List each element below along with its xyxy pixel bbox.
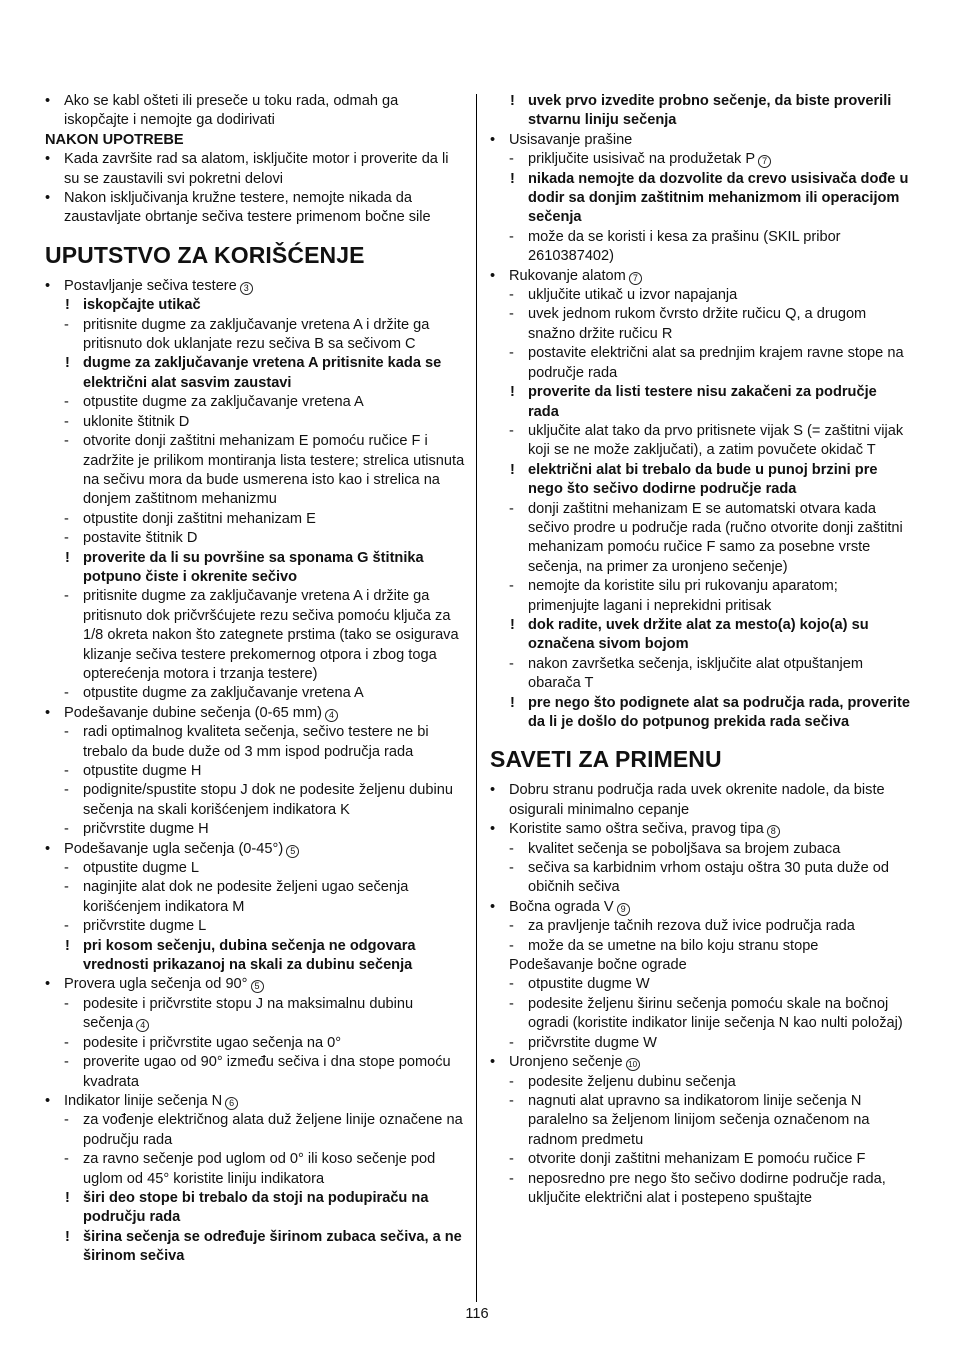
bullet-icon: •	[45, 93, 51, 109]
dash-icon: -	[509, 500, 514, 517]
bullet-icon: •	[490, 782, 496, 799]
bullet-icon: •	[45, 704, 51, 721]
item-text: Uronjeno sečenje	[509, 1054, 623, 1071]
dash-icon: -	[509, 422, 514, 439]
item-text: uključite alat tako da prvo pritisnete vijak S (= zaštitni vijak koji se ne može zaključati), a zatim povučete okidač T	[528, 422, 904, 459]
exclamation-icon: !	[510, 384, 515, 401]
item-text: podesite željenu širinu sečenja pomoću skale na bočnoj ogradi (koristite indikator linije sečenja N kao nulti položaj)	[528, 995, 903, 1032]
exclamation-icon: !	[510, 616, 515, 633]
dash-icon: -	[64, 685, 69, 702]
dash-item	[45, 684, 467, 703]
exclamation-icon: !	[65, 355, 70, 372]
item-text: Rukovanje alatom	[509, 267, 626, 284]
bullet-icon: •	[45, 1092, 51, 1109]
dash-item	[490, 937, 910, 956]
item-text: Kada završite rad sa alatom, isključite motor i proverite da li su se zaustavili svi pokretni delovi	[64, 151, 449, 187]
dash-icon: -	[64, 1151, 69, 1168]
item-text: širina sečenja se određuje širinom zubaca sečiva, a ne širinom sečiva	[83, 1228, 462, 1265]
item-text: dugme za zaključavanje vretena A pritisnite kada se električni alat sasvim zaustavi	[83, 355, 442, 391]
dash-item	[490, 975, 910, 994]
dash-icon: -	[509, 1073, 514, 1090]
warning-item	[490, 694, 910, 733]
item-text: Bočna ograda V	[509, 898, 614, 915]
item-text: NAKON UPOTREBE	[45, 131, 184, 148]
warning-item	[490, 92, 910, 131]
item-text: proverite ugao od 90° između sečiva i dna stope pomoću kvadrata	[83, 1054, 451, 1090]
item-text: podesite i pričvrstite ugao sečenja na 0°	[83, 1034, 342, 1051]
item-text: uvek prvo izvedite probno sečenje, da biste proverili stvarnu liniju sečenja	[528, 93, 892, 129]
item-text: može da se koristi i kesa za prašinu (SKIL pribor 2610387402)	[528, 228, 841, 265]
section-heading: UPUTSTVO ZA KORIŠĆENJE	[45, 241, 365, 268]
dash-item	[45, 413, 467, 432]
dash-item	[490, 840, 910, 859]
dash-icon: -	[64, 918, 69, 935]
dash-item	[490, 150, 910, 169]
item-text: postavite štitnik D	[83, 530, 198, 547]
item-text: otpustite dugme W	[528, 976, 650, 993]
figure-ref-icon: 8	[767, 825, 780, 838]
dash-icon: -	[64, 394, 69, 411]
dash-icon: -	[509, 1092, 514, 1109]
item-text: pričvrstite dugme L	[83, 918, 207, 935]
dash-item	[490, 500, 910, 578]
item-text: priključite usisivač na produžetak P	[528, 151, 756, 168]
figure-ref-icon: 5	[286, 845, 299, 858]
bullet-icon: •	[490, 267, 496, 284]
figure-ref-icon: 10	[626, 1058, 640, 1071]
bullet-icon: •	[490, 821, 496, 838]
bullet-icon: •	[45, 976, 51, 993]
dash-icon: -	[64, 879, 69, 896]
item-text: pritisnite dugme za zaključavanje vretena A i držite ga pritisnuto dok pričvršćujete rezu sečiva pomoću ključa za 1/8 okreta nakon što zategnete prstima (tako se osigurava klizanje sečiva testere prekomernog otpora i zbog toga opterećenja motora i trzanja testere)	[83, 588, 459, 682]
item-text: Koristite samo oštra sečiva, pravog tipa	[509, 821, 764, 838]
figure-ref-icon: 7	[629, 272, 642, 285]
item-text: pričvrstite dugme H	[83, 821, 209, 838]
dash-icon: -	[509, 1170, 514, 1187]
item-text: otvorite donji zaštitni mehanizam E pomoću ručice F i zadržite je prilikom montiranja lista testere; strelica utisnuta na sečivu mora da bude usmerena isto kao i strelica na donjem zaštitnom mehanizmu	[83, 433, 465, 508]
item-text: radi optimalnog kvaliteta sečenja, sečivo testere ne bi trebalo da bude duže od 3 mm ispod područja rada	[83, 724, 429, 760]
item-text: pri kosom sečenju, dubina sečenja ne odgovara vrednosti prikazanoj na skali za dubinu sečenja	[83, 937, 416, 974]
item-text: za vođenje električnog alata duž željene linije označene na području rada	[83, 1112, 463, 1148]
item-text: Usisavanje prašine	[509, 131, 633, 148]
dash-item	[490, 859, 910, 898]
dash-item	[45, 393, 467, 412]
item-text: uvek jednom rukom čvrsto držite ručicu Q, a drugom snažno držite ručicu R	[528, 306, 867, 342]
dash-icon: -	[509, 655, 514, 672]
exclamation-icon: !	[65, 297, 70, 314]
dash-icon: -	[64, 1034, 69, 1051]
item-text: uključite utikač u izvor napajanja	[528, 287, 738, 304]
warning-item	[45, 296, 467, 315]
item-text: otpustite dugme L	[83, 860, 200, 877]
figure-ref-icon: 7	[758, 155, 771, 168]
dash-icon: -	[64, 724, 69, 741]
dash-icon: -	[64, 433, 69, 450]
item-text: podignite/spustite stopu J dok ne podesite željenu dubinu sečenja na skali korišćenjem indikatora K	[83, 782, 453, 818]
bullet-icon: •	[45, 277, 51, 294]
dash-icon: -	[64, 588, 69, 605]
item-text: Podešavanje ugla sečenja (0-45°)	[64, 840, 284, 857]
dash-icon: -	[509, 1034, 514, 1051]
exclamation-icon: !	[65, 1189, 70, 1206]
bullet-item	[490, 131, 910, 150]
dash-item	[45, 316, 467, 355]
dash-item	[45, 1150, 467, 1189]
figure-ref-icon: 5	[251, 980, 264, 993]
dash-icon: -	[509, 228, 514, 245]
right-column	[490, 92, 910, 1208]
dash-item	[45, 432, 467, 510]
item-text: nikada nemojte da dozvolite da crevo usisivača dođe u dodir sa donjim zaštitnim mehanizmom ili operacijom sečenja	[528, 170, 909, 226]
warning-item	[490, 383, 910, 422]
dash-item	[490, 422, 910, 461]
item-text: Podešavanje bočne ograde	[509, 957, 687, 974]
dash-icon: -	[64, 316, 69, 333]
figure-ref-icon: 3	[240, 282, 253, 295]
item-text: uklonite štitnik D	[83, 413, 190, 430]
item-text: otvorite donji zaštitni mehanizam E pomoću ručice F	[528, 1151, 866, 1168]
dash-icon: -	[64, 821, 69, 838]
item-text: širi deo stope bi trebalo da stoji na podupiraču na području rada	[83, 1189, 429, 1226]
dash-item	[490, 344, 910, 383]
dash-item	[490, 305, 910, 344]
bullet-item	[45, 277, 467, 296]
dash-item	[490, 577, 910, 616]
bullet-icon: •	[45, 190, 51, 207]
item-text: podesite željenu dubinu sečenja	[528, 1073, 736, 1090]
dash-item	[45, 820, 467, 839]
bullet-item	[490, 267, 910, 286]
dash-icon: -	[64, 860, 69, 877]
bullet-item	[490, 781, 910, 820]
item-text: za ravno sečenje pod uglom od 0° ili koso sečenje pod uglom od 45° koristite liniju indikatora	[83, 1151, 436, 1187]
warning-item	[45, 549, 467, 588]
item-text: nemojte da koristite silu pri rukovanju aparatom; primenjujte lagani i neprekidni pritisak	[528, 578, 838, 614]
item-text: nakon završetka sečenja, isključite alat otpuštanjem obarača T	[528, 655, 864, 692]
dash-item	[490, 286, 910, 305]
dash-item	[45, 859, 467, 878]
item-text: otpustite donji zaštitni mehanizam E	[83, 510, 316, 527]
bullet-item	[490, 898, 910, 917]
section-label	[45, 131, 467, 150]
item-text: neposredno pre nego što sečivo dodirne područje rada, uključite električni alat i postepeno spuštajte	[528, 1170, 886, 1206]
dash-item	[45, 723, 467, 762]
dash-icon: -	[509, 860, 514, 877]
item-text: Provera ugla sečenja od 90°	[64, 976, 248, 993]
dash-icon: -	[64, 782, 69, 799]
dash-icon: -	[64, 1054, 69, 1071]
dash-item	[45, 1111, 467, 1150]
item-text: nagnuti alat upravno sa indikatorom linije sečenja N paralelno sa željenom linijom sečenja označenom na radnom predmetu	[528, 1092, 870, 1148]
item-text: pre nego što podignete alat sa područja rada, proverite da li je došlo do potpunog prekida rada sečiva	[528, 694, 910, 730]
item-text: postavite električni alat sa prednjim krajem ravne stope na područje rada	[528, 345, 904, 381]
item-text: dok radite, uvek držite alat za mesto(a) kojo(a) su označena sivom bojom	[528, 616, 869, 653]
dash-item	[45, 529, 467, 548]
exclamation-icon: !	[510, 170, 515, 187]
figure-ref-icon: 6	[225, 1097, 238, 1110]
bullet-item	[45, 150, 467, 189]
dash-icon: -	[64, 763, 69, 779]
item-text: podesite i pričvrstite stopu J na maksimalnu dubinu sečenja	[83, 995, 414, 1032]
dash-item	[45, 587, 467, 684]
item-text: Postavljanje sečiva testere	[64, 277, 237, 294]
dash-icon: -	[509, 578, 514, 595]
left-column	[45, 92, 467, 1267]
dash-icon: -	[509, 995, 514, 1012]
exclamation-icon: !	[65, 1228, 70, 1245]
dash-item	[490, 917, 910, 936]
figure-ref-icon: 4	[325, 709, 338, 722]
page-number: 116	[465, 1306, 489, 1322]
dash-icon: -	[64, 530, 69, 547]
item-text: Podešavanje dubine sečenja (0-65 mm)	[64, 704, 322, 721]
dash-item	[490, 1170, 910, 1209]
dash-icon: -	[64, 1112, 69, 1129]
dash-item	[45, 917, 467, 936]
item-text: može da se umetne na bilo koju stranu stope	[528, 937, 819, 954]
warning-item	[45, 937, 467, 976]
dash-item	[45, 995, 467, 1034]
exclamation-icon: !	[65, 937, 70, 954]
figure-ref-icon: 4	[136, 1019, 149, 1032]
dash-icon: -	[64, 995, 69, 1012]
item-text: otpustite dugme za zaključavanje vretena A	[83, 685, 364, 702]
exclamation-icon: !	[65, 549, 70, 566]
dash-icon: -	[509, 306, 514, 323]
bullet-item	[45, 92, 467, 131]
dash-item	[45, 510, 467, 529]
dash-icon: -	[509, 345, 514, 362]
dash-item	[490, 655, 910, 694]
dash-icon: -	[509, 151, 514, 168]
item-text: proverite da listi testere nisu zakačeni za područje rada	[528, 384, 877, 420]
dash-icon: -	[509, 976, 514, 993]
bullet-icon: •	[45, 840, 51, 857]
dash-icon: -	[509, 1151, 514, 1168]
item-text: naginjite alat dok ne podesite željeni ugao sečenja korišćenjem indikatora M	[83, 879, 409, 915]
exclamation-icon: !	[510, 461, 515, 478]
bullet-icon: •	[45, 151, 51, 168]
column-divider	[476, 94, 477, 1302]
item-text: sečiva sa karbidnim vrhom ostaju oštra 30 puta duže od običnih sečiva	[528, 860, 889, 896]
subheading-item	[490, 956, 910, 975]
warning-item	[45, 1189, 467, 1228]
bullet-icon: •	[490, 898, 496, 915]
exclamation-icon: !	[510, 694, 515, 711]
dash-item	[490, 995, 910, 1034]
dash-icon: -	[64, 413, 69, 430]
dash-icon: -	[509, 287, 514, 304]
bullet-item	[45, 975, 467, 994]
item-text: pričvrstite dugme W	[528, 1034, 657, 1051]
item-text: Nakon isključivanja kružne testere, nemojte nikada da zaustavljate obrtanje sečiva testere primenom bočne sile	[64, 190, 431, 226]
bullet-item	[45, 189, 467, 228]
warning-item	[45, 1228, 467, 1267]
dash-item	[45, 1053, 467, 1092]
item-text: otpustite dugme za zaključavanje vretena A	[83, 394, 364, 411]
dash-item	[490, 1073, 910, 1092]
item-text: donji zaštitni mehanizam E se automatski otvara kada sečivo prodre u područje rada (ručno otvorite donji zaštitni mehanizam pomoću ručice F samo za posebne vrste sečenja, na primer za uronjeno sečenje)	[528, 500, 903, 575]
bullet-item	[45, 840, 467, 859]
dash-item	[490, 1034, 910, 1053]
warning-item	[490, 170, 910, 228]
item-text: iskopčajte utikač	[83, 297, 201, 314]
item-text: Dobru stranu područja rada uvek okrenite nadole, da biste osigurali minimalno cepanje	[509, 782, 885, 818]
figure-ref-icon: 9	[617, 903, 630, 916]
item-text: proverite da li su površine sa sponama G štitnika potpuno čiste i okrenite sečivo	[83, 549, 424, 585]
dash-item	[490, 228, 910, 267]
dash-icon: -	[64, 510, 69, 527]
bullet-icon: •	[490, 131, 496, 148]
dash-icon: -	[509, 918, 514, 935]
dash-icon: -	[509, 937, 514, 954]
bullet-item	[490, 1053, 910, 1072]
dash-icon: -	[509, 840, 514, 857]
dash-item	[45, 1034, 467, 1053]
item-text: za pravljenje tačnih rezova duž ivice područja rada	[528, 918, 855, 935]
section-heading: SAVETI ZA PRIMENU	[490, 746, 722, 773]
item-text: kvalitet sečenja se poboljšava sa brojem zubaca	[528, 840, 841, 857]
dash-item	[45, 878, 467, 917]
dash-item	[490, 1150, 910, 1169]
dash-item	[45, 781, 467, 820]
bullet-item	[45, 1092, 467, 1111]
item-text: električni alat bi trebalo da bude u punoj brzini pre nego što sečivo dodirne područje rada	[528, 461, 878, 498]
item-text: Indikator linije sečenja N	[64, 1092, 223, 1109]
item-text: Ako se kabl ošteti ili preseče u toku rada, odmah ga iskopčajte i nemojte ga dodirivati	[64, 93, 399, 129]
exclamation-icon: !	[510, 93, 515, 109]
item-text: pritisnite dugme za zaključavanje vretena A i držite ga pritisnuto dok uklanjate rezu sečiva B sa sečivom C	[83, 316, 430, 353]
bullet-icon: •	[490, 1054, 496, 1071]
dash-item	[45, 762, 467, 781]
bullet-item	[490, 820, 910, 839]
warning-item	[490, 461, 910, 500]
item-text: otpustite dugme H	[83, 763, 202, 779]
warning-item	[490, 616, 910, 655]
dash-item	[490, 1092, 910, 1150]
bullet-item	[45, 704, 467, 723]
warning-item	[45, 354, 467, 393]
